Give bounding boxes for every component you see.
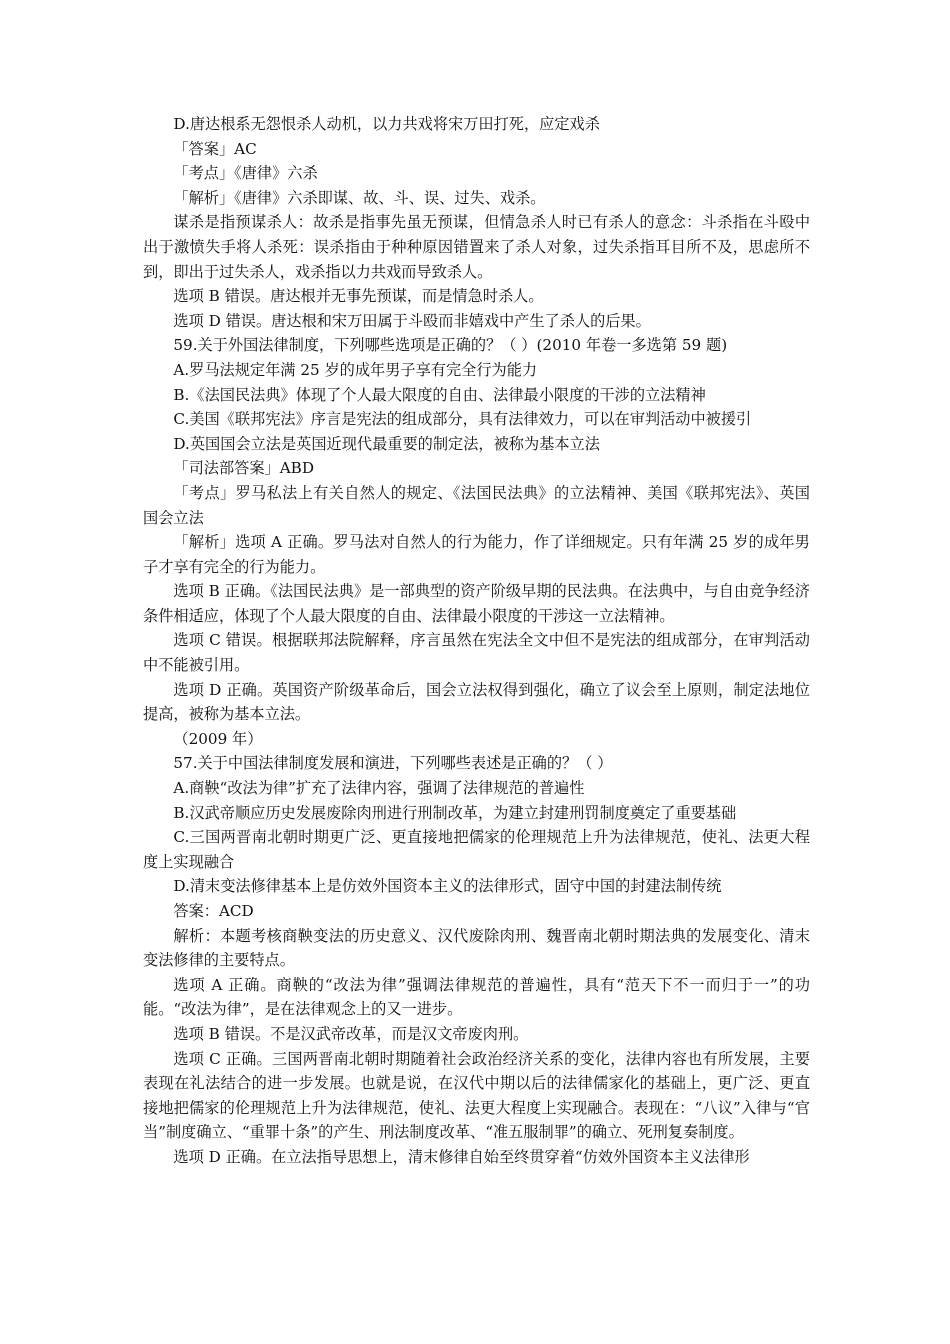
paragraph-option-d: D.清末变法修律基本上是仿效外国资本主义的法律形式，固守中国的封建法制传统 (173, 877, 722, 896)
paragraph-analysis: 「解析」《唐律》六杀即谋、故、斗、误、过失、戏杀。 (173, 188, 546, 207)
paragraph-option-a: A.罗马法规定年满 25 岁的成年男子享有完全行为能力 (173, 360, 538, 379)
document-body (143, 112, 810, 1170)
paragraph-answer: 「答案」AC (173, 139, 257, 158)
paragraph-option-a: A.商鞅“改法为律”扩充了法律内容，强调了法律规范的普遍性 (173, 779, 585, 798)
paragraph-text: 选项 B 正确。《法国民法典》是一部典型的资产阶级早期的民法典。在法典中，与自由竞争经济条件相适应，体现了个人最大限度的自由、法律最小限度的干涉这一立法精神。 (143, 582, 810, 625)
paragraph-option-c: C.美国《联邦宪法》序言是宪法的组成部分，具有法律效力，可以在审判活动中被援引 (173, 410, 752, 429)
paragraph-answer: 答案：ACD (173, 902, 254, 920)
paragraph-text: 选项 B 错误。唐达根并无事先预谋，而是情急时杀人。 (173, 287, 544, 306)
paragraph-text: 选项 B 错误。不是汉武帝改革，而是汉文帝废肉刑。 (173, 1024, 529, 1043)
paragraph-question-57: 57.关于中国法律制度发展和演进，下列哪些表述是正确的？（ ） (173, 754, 613, 773)
paragraph-key-point: 「考点」《唐律》六杀 (173, 164, 318, 183)
paragraph-text: 选项 D 错误。唐达根和宋万田属于斗殴而非嬉戏中产生了杀人的后果。 (173, 311, 651, 330)
paragraph-option-c: C.三国两晋南北朝时期更广泛、更直接地把儒家的伦理规范上升为法律规范，使礼、法更大程度上实现融合 (143, 828, 810, 871)
paragraph-year: （2009 年） (173, 729, 263, 748)
paragraph-option-b: B.《法国民法典》体现了个人最大限度的自由、法律最小限度的干涉的立法精神 (173, 385, 706, 404)
paragraph-text: 选项 C 正确。三国两晋南北朝时期随着社会政治经济关系的变化，法律内容也有所发展，主要表现在礼法结合的进一步发展。也就是说，在汉代中期以后的法律儒家化的基础上，更广泛、更直接地把儒家的伦理规范上升为法律规范，使礼、法更大程度上实现融合。表现在：“八议”入律与“官当”制度确立、“重罪十条”的产生、刑法制度改革、“准五服制罪”的确立、死刑复奏制度。 (143, 1049, 810, 1142)
paragraph-analysis: 解析：本题考核商鞅变法的历史意义、汉代废除肉刑、魏晋南北朝时期法典的发展变化、清末变法修律的主要特点。 (143, 926, 810, 970)
paragraph-text: 选项 C 错误。根据联邦法院解释，序言虽然在宪法全文中但不是宪法的组成部分，在审判活动中不能被引用。 (143, 631, 810, 675)
paragraph-option-d: D.唐达根系无怨恨杀人动机，以力共戏将宋万田打死，应定戏杀 (173, 115, 600, 133)
paragraph-text: 选项 A 正确。商鞅的“改法为律”强调法律规范的普遍性，具有“范天下不一而归于一”的功能。“改法为律”，是在法律观念上的又一进步。 (143, 975, 810, 1019)
paragraph-option-b: B.汉武帝顺应历史发展废除肉刑进行刑制改革，为建立封建刑罚制度奠定了重要基础 (173, 803, 737, 822)
paragraph-key-point: 「考点」罗马私法上有关自然人的规定、《法国民法典》的立法精神、美国《联邦宪法》、英国国会立法 (143, 483, 810, 527)
paragraph-option-d: D.英国国会立法是英国近现代最重要的制定法，被称为基本立法 (173, 434, 600, 453)
paragraph-text: 选项 D 正确。在立法指导思想上，清末修律自始至终贯穿着“仿效外国资本主义法律形 (173, 1147, 750, 1166)
paragraph-text: 选项 D 正确。英国资产阶级革命后，国会立法权得到强化，确立了议会至上原则，制定法地位提高，被称为基本立法。 (143, 680, 810, 724)
paragraph-answer: 「司法部答案」ABD (173, 459, 315, 478)
paragraph-analysis: 「解析」选项 A 正确。罗马法对自然人的行为能力，作了详细规定。只有年满 25 岁的成年男子才享有完全的行为能力。 (143, 533, 810, 576)
paragraph-text: 谋杀是指预谋杀人：故杀是指事先虽无预谋，但情急杀人时已有杀人的意念：斗杀指在斗殴中出于激愤失手将人杀死：误杀指由于种种原因错置来了杀人对象，过失杀指耳目所不及，思虑所不到，即出于过失杀人，戏杀指以力共戏而导致杀人。 (143, 213, 810, 281)
paragraph-question-59: 59.关于外国法律制度，下列哪些选项是正确的？（ ）(2010 年卷一多选第 59 题) (173, 336, 728, 355)
